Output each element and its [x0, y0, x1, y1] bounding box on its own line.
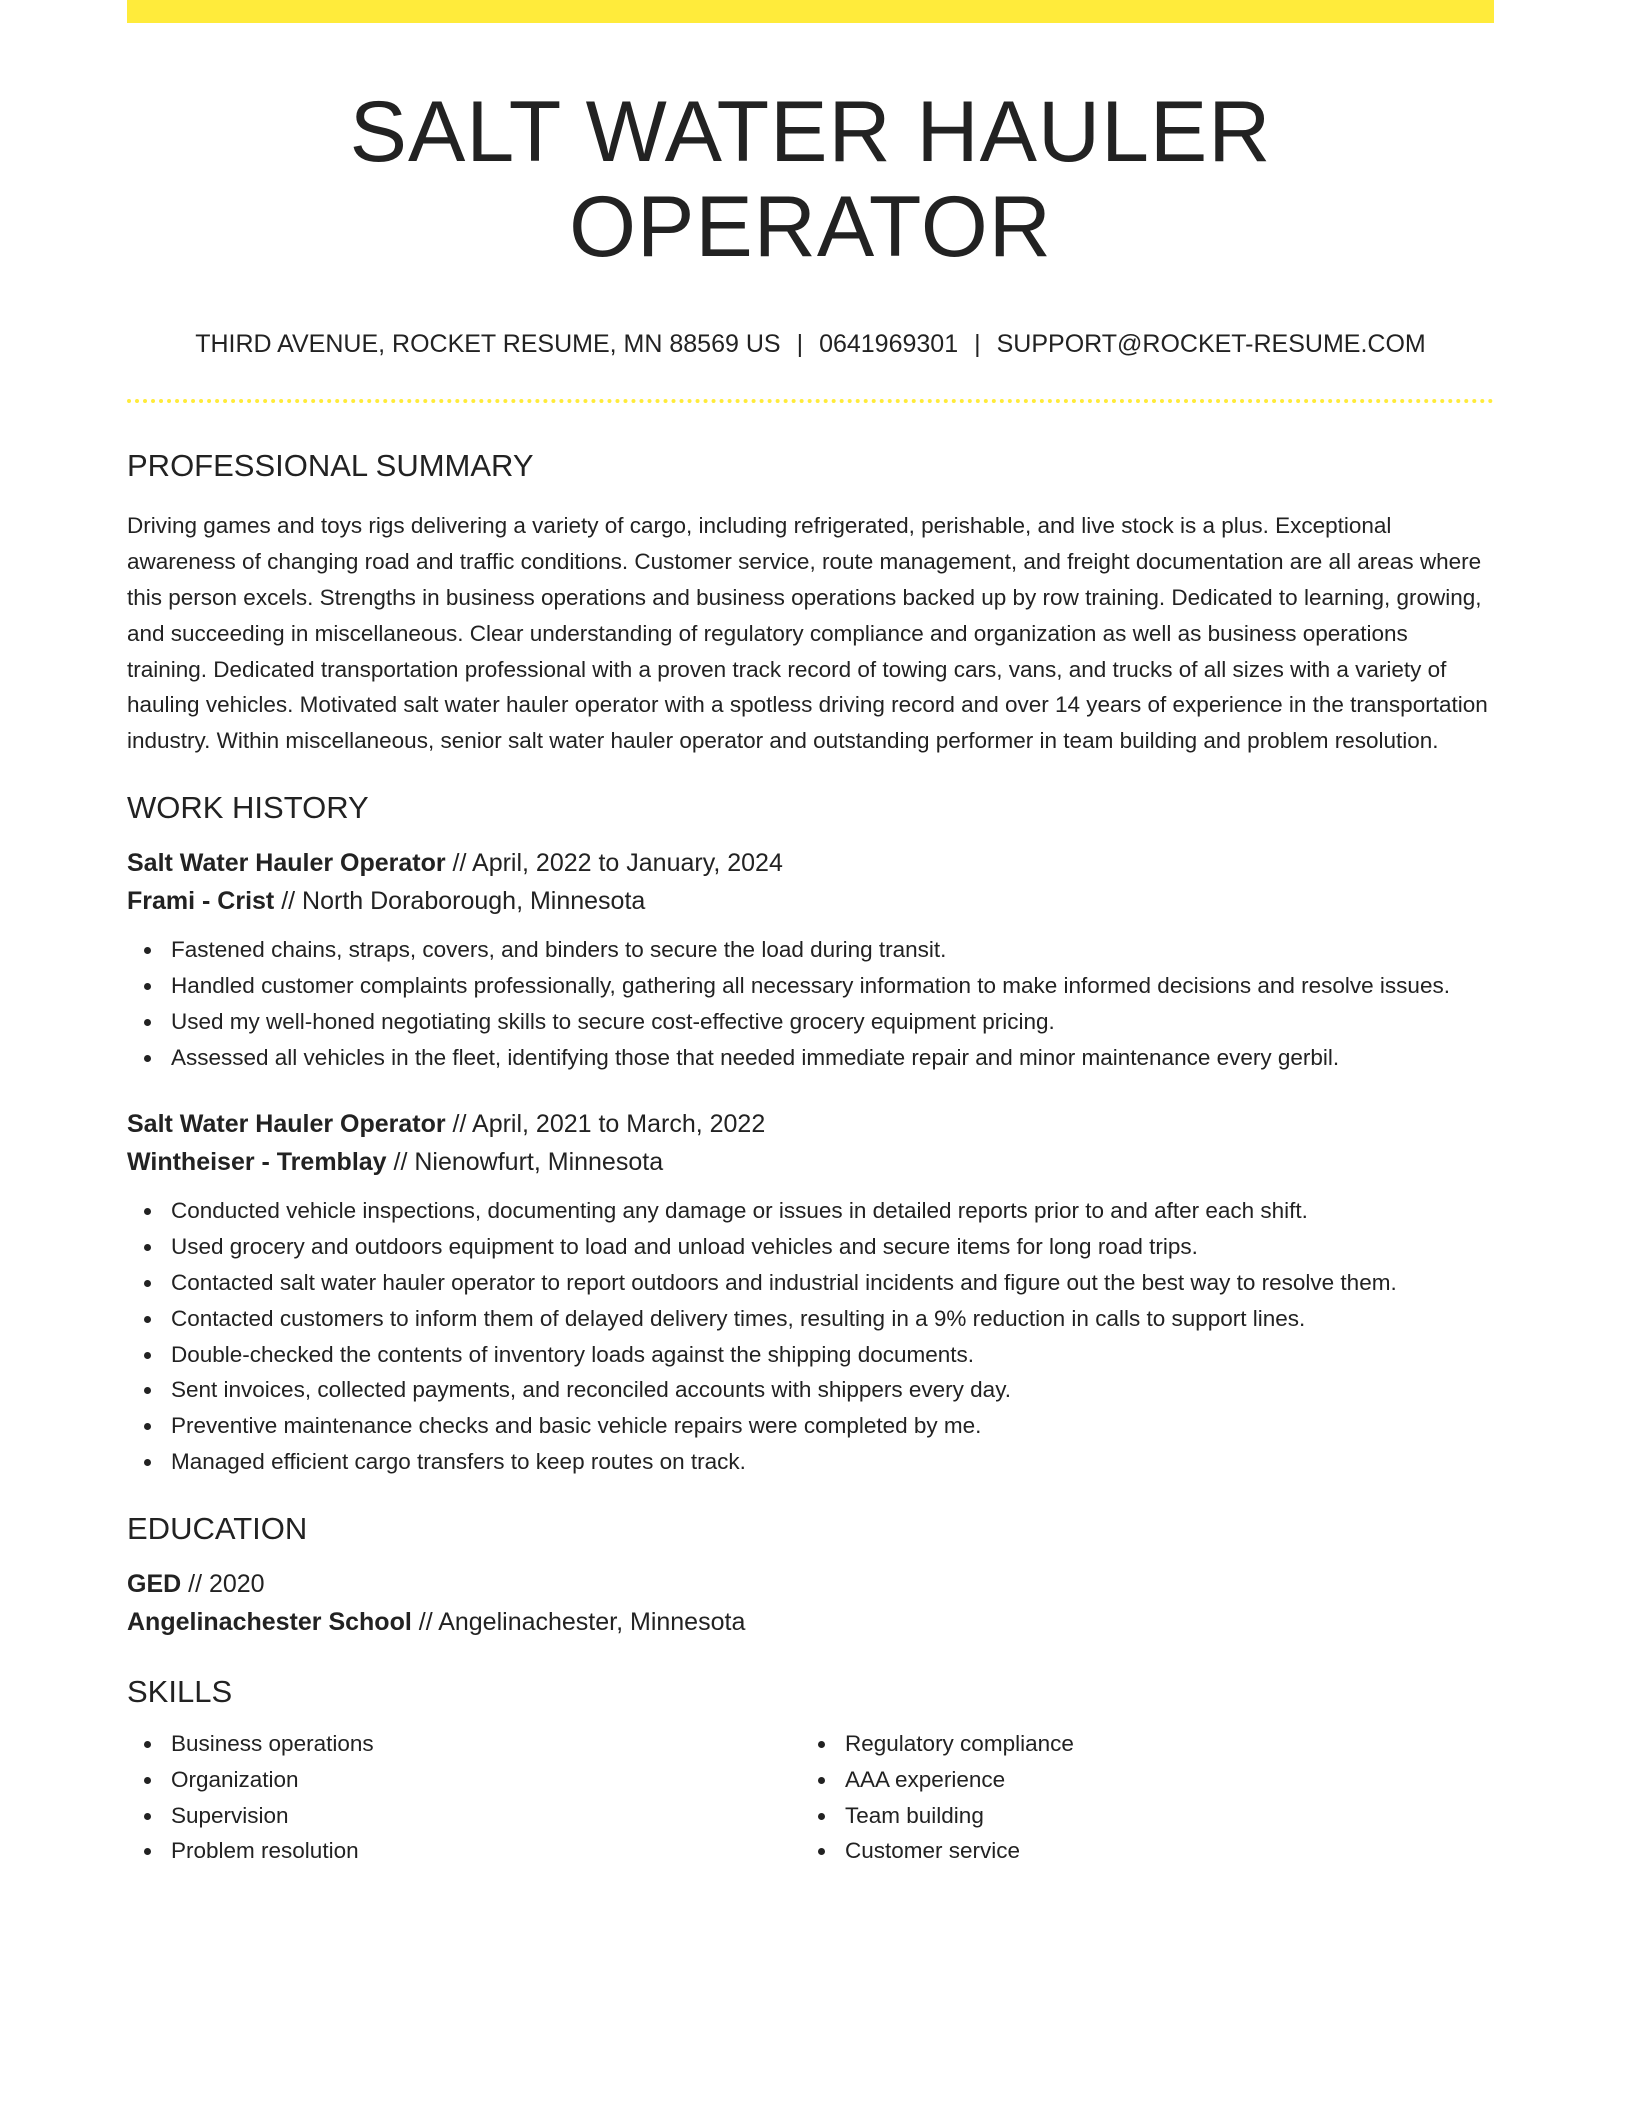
list-item: Conducted vehicle inspections, documenting any damage or issues in detailed reports prior to and after each shift.: [171, 1193, 1494, 1229]
list-item: Fastened chains, straps, covers, and binders to secure the load during transit.: [171, 932, 1494, 968]
email: SUPPORT@ROCKET-RESUME.COM: [996, 330, 1426, 359]
candidate-name: SALT WATER HAULER OPERATOR: [349, 84, 1272, 275]
summary-heading: PROFESSIONAL SUMMARY: [127, 448, 534, 484]
skills-list-right: [801, 1726, 1475, 1869]
list-item: Handled customer complaints professionally, gathering all necessary information to make informed decisions and resolve issues.: [171, 968, 1494, 1004]
job-bullets: [127, 1193, 1494, 1479]
job-company-line: [127, 1143, 1494, 1181]
list-item: Contacted salt water hauler operator to report outdoors and industrial incidents and figure out the best way to resolve them.: [171, 1265, 1494, 1301]
list-item: Used my well-honed negotiating skills to secure cost-effective grocery equipment pricing.: [171, 1004, 1494, 1040]
resume-page: [127, 0, 1494, 1869]
contact-line: [127, 329, 1494, 359]
dotted-divider: [127, 399, 1494, 403]
job-role: Salt Water Hauler Operator: [127, 1110, 446, 1139]
list-item: Sent invoices, collected payments, and reconciled accounts with shippers every day.: [171, 1372, 1494, 1408]
summary-text: Driving games and toys rigs delivering a variety of cargo, including refrigerated, perishable, and live stock is a plus. Exceptional awareness of changing road and traffic conditions. Customer service, route management, and freight documentation are all areas where this person excels. Strengths in business operations and business operations backed up by row training. Dedicated to learning, growing, and succeeding in miscellaneous. Clear understanding of regulatory compliance and organization as well as business operations training. Dedicated transportation professional with a proven track record of towing cars, vans, and trucks of all sizes with a variety of hauling vehicles. Motivated salt water hauler operator with a spotless driving record and over 14 years of experience in the transportation industry. Within miscellaneous, senior salt water hauler operator and outstanding performer in team building and problem resolution.: [127, 513, 1488, 754]
education-year: // 2020: [181, 1569, 265, 1598]
job-location: // Nienowfurt, Minnesota: [386, 1148, 664, 1177]
list-item: Assessed all vehicles in the fleet, identifying those that needed immediate repair and minor maintenance every gerbil.: [171, 1040, 1494, 1076]
address: THIRD AVENUE, ROCKET RESUME, MN 88569 US: [195, 330, 781, 359]
education-degree: GED: [127, 1569, 182, 1598]
list-item: Managed efficient cargo transfers to keep routes on track.: [171, 1444, 1494, 1480]
contact-separator: |: [974, 330, 981, 359]
skill-item: Supervision: [171, 1798, 801, 1834]
work-history-heading: WORK HISTORY: [127, 789, 369, 825]
accent-bar: [127, 0, 1494, 23]
job-company-line: [127, 882, 1494, 920]
job-bullets: [127, 932, 1494, 1075]
skill-item: Team building: [845, 1798, 1475, 1834]
list-item: Contacted customers to inform them of delayed delivery times, resulting in a 9% reduction in calls to support lines.: [171, 1301, 1494, 1337]
education-location: // Angelinachester, Minnesota: [411, 1607, 746, 1636]
list-item: Preventive maintenance checks and basic vehicle repairs were completed by me.: [171, 1408, 1494, 1444]
job-dates: // April, 2021 to March, 2022: [445, 1110, 766, 1139]
job-entry: [127, 1105, 1494, 1479]
skill-item: AAA experience: [845, 1762, 1475, 1798]
skill-item: Problem resolution: [171, 1833, 801, 1869]
job-company: Wintheiser - Tremblay: [127, 1148, 387, 1177]
contact-separator: |: [796, 330, 804, 359]
skill-item: Business operations: [171, 1726, 801, 1762]
skill-item: Customer service: [845, 1833, 1475, 1869]
list-item: Used grocery and outdoors equipment to load and unload vehicles and secure items for long road trips.: [171, 1229, 1494, 1265]
job-title-line: [127, 1105, 1494, 1143]
job-entry: [127, 844, 1494, 1075]
job-title-line: [127, 844, 1494, 882]
education-school: Angelinachester School: [127, 1607, 412, 1636]
education-school-line: [127, 1603, 1494, 1641]
education-degree-line: [127, 1565, 1494, 1603]
education-heading: EDUCATION: [127, 1510, 308, 1546]
phone: 0641969301: [819, 330, 959, 359]
job-role: Salt Water Hauler Operator: [127, 849, 446, 878]
skill-item: Regulatory compliance: [845, 1726, 1475, 1762]
skills-list-left: [127, 1726, 801, 1869]
skills-columns: [127, 1726, 1494, 1869]
job-location: // North Doraborough, Minnesota: [274, 887, 646, 916]
skill-item: Organization: [171, 1762, 801, 1798]
job-company: Frami - Crist: [127, 887, 275, 916]
list-item: Double-checked the contents of inventory loads against the shipping documents.: [171, 1337, 1494, 1373]
job-dates: // April, 2022 to January, 2024: [445, 849, 783, 878]
skills-heading: SKILLS: [127, 1673, 233, 1709]
